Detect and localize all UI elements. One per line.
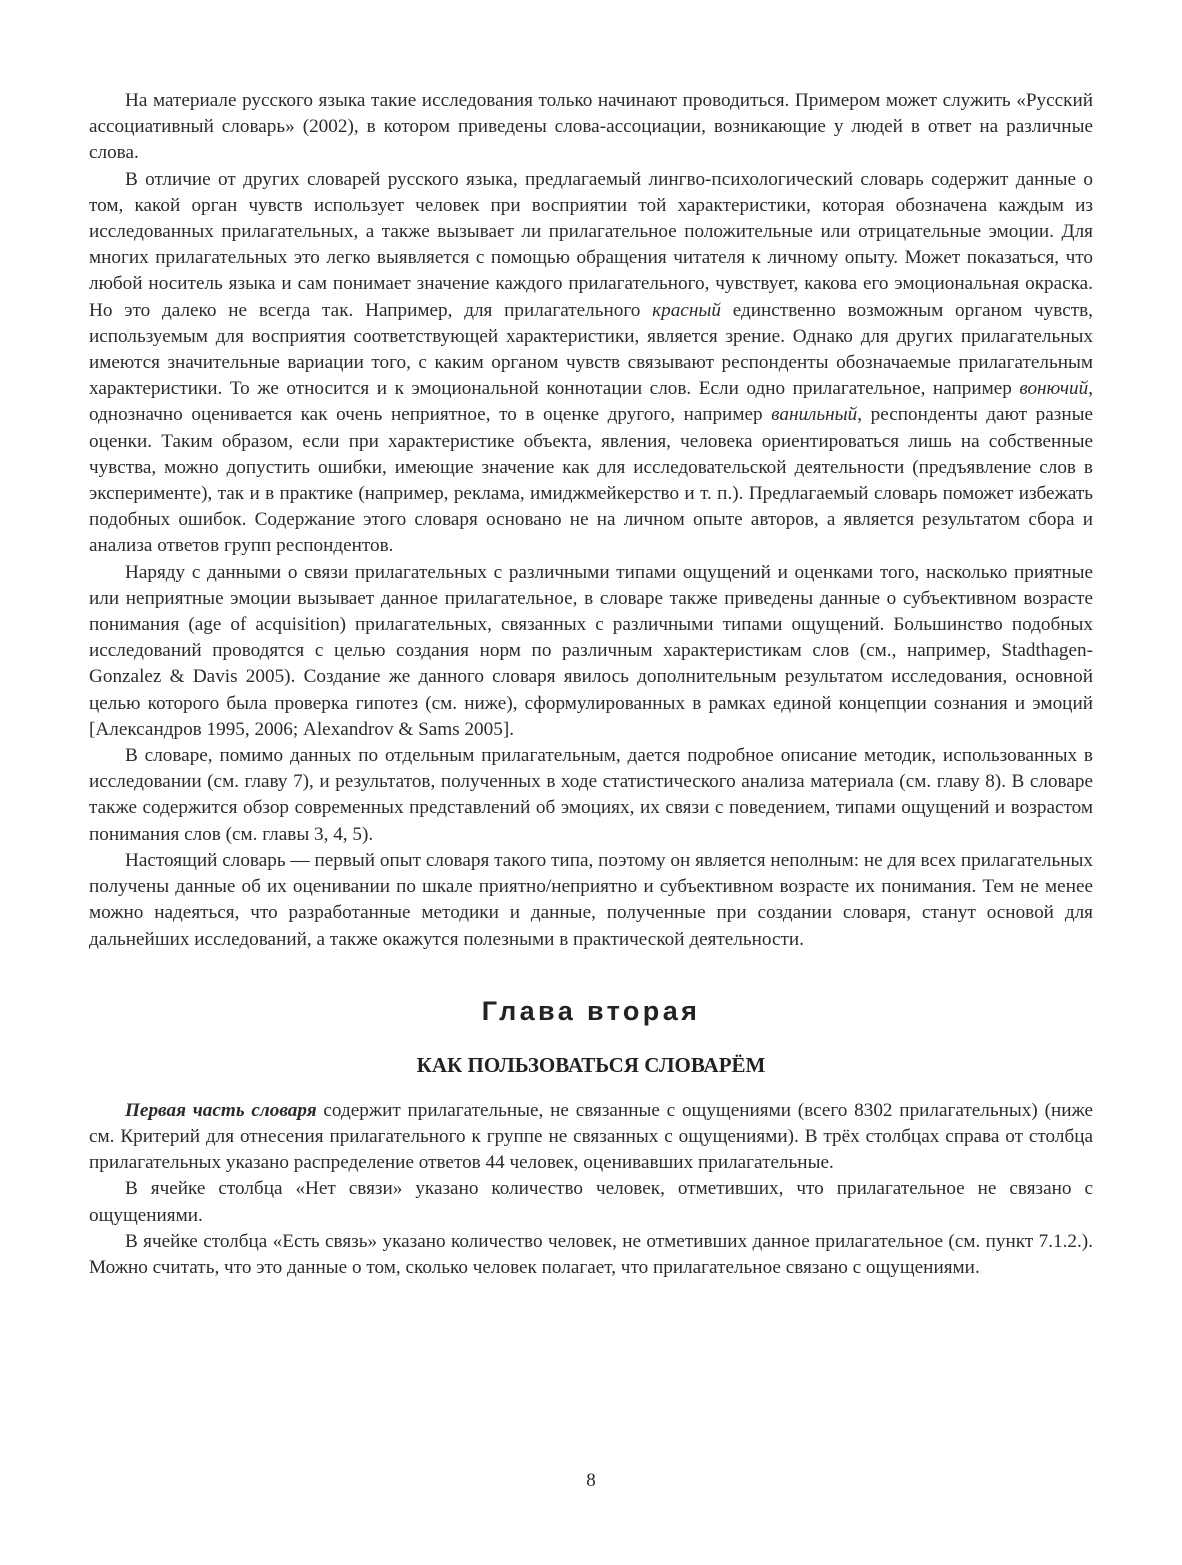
page-number: 8 bbox=[586, 1470, 596, 1491]
text-run: На материале русского языка такие исследования только начинают проводиться. Примером может служить «Русский ассоциативный словарь» (2002), в котором приведены слова-ассоциации, возникающие у людей в ответ на различные слова. bbox=[89, 90, 1093, 164]
bold-italic-term: Первая часть словаря bbox=[125, 1099, 317, 1121]
paragraph bbox=[89, 560, 1093, 743]
text-run: Настоящий словарь — первый опыт словаря такого типа, поэтому он является неполным: не для всех прилагательных получены данные об их оценивании по шкале приятно/неприятно и субъективном возрасте их понимания. Тем не менее можно надеяться, что разработанные методики и данные, полученные при создании словаря, станут основой для дальнейших исследований, а также окажутся полезными в практической деятельности. bbox=[89, 849, 1093, 950]
paragraph bbox=[89, 167, 1093, 560]
chapter-title: Глава вторая bbox=[481, 995, 701, 1026]
paragraph bbox=[89, 848, 1093, 953]
paragraph bbox=[89, 88, 1093, 167]
text-run: единственно возможным органом чувств, используемым для восприятия соответствующей характеристики, является зрение. Однако для других прилагательных имеются значительные вариации того, с каким органом чувств связывают респонденты обозначаемые прилагательным характеристики. То же относится и к эмоциональной коннотации слов. Если одно прилагательное, например bbox=[89, 299, 1093, 400]
paragraph bbox=[89, 1176, 1093, 1228]
chapter-subtitle: КАК ПОЛЬЗОВАТЬСЯ СЛОВАРЁМ bbox=[416, 1052, 766, 1077]
paragraph bbox=[89, 1098, 1093, 1177]
text-run: В ячейке столбца «Нет связи» указано количество человек, отметивших, что прилагательное не связано с ощущениями. bbox=[89, 1178, 1093, 1226]
text-run: содержит прилагательные, не связанные с ощущениями (всего 8302 прилагательных) (ниже см. Критерий для отнесения прилагательного к группе не связанных с ощущениями). В трёх столбцах справа от столбца прилагательных указано распределение ответов 44 человек, оценивавших прилагательные. bbox=[89, 1099, 1094, 1174]
italic-term: вонючий bbox=[1019, 378, 1089, 400]
text-run: , однозначно оценивается как очень неприятное, то в оценке другого, например bbox=[89, 378, 1093, 426]
text-run: В ячейке столбца «Есть связь» указано количество человек, не отметивших данное прилагательное (см. пункт 7.1.2.). Можно считать, что это данные о том, сколько человек полагает, что прилагательное связано с ощущениями. bbox=[89, 1230, 1093, 1278]
document-page bbox=[89, 88, 1093, 1281]
paragraph bbox=[89, 743, 1093, 848]
spacer bbox=[89, 1080, 1093, 1098]
text-run: В отличие от других словарей русского языка, предлагаемый лингво-психологический словарь содержит данные о том, какой орган чувств использует человек при восприятии той характеристики, которая обозначена каждым из исследованных прилагательных, а также вызывает ли прилагательное положительные или отрицательные эмоции. Для многих прилагательных это легко выявляется с помощью обращения читателя к личному опыту. Может показаться, что любой носитель языка и сам понимает значение каждого прилагательного, чувствует, какова его эмоциональная окраска. Но это далеко не всегда так. Например, для прилагательного bbox=[89, 168, 1093, 321]
text-run: В словаре, помимо данных по отдельным прилагательным, дается подробное описание методик, использованных в исследовании (см. главу 7), и результатов, полученных в ходе статистического анализа материала (см. главу 8). В словаре также содержится обзор современных представлений об эмоциях, их связи с поведением, типами ощущений и возрастом понимания слов (см. главы 3, 4, 5). bbox=[89, 745, 1093, 845]
text-run: , респонденты дают разные оценки. Таким образом, если при характеристике объекта, явления, человека ориентироваться лишь на собственные чувства, можно допустить ошибки, имеющие значение как для исследовательской деятельности (предъявление слов в эксперименте), так и в практике (например, реклама, имиджмейкерство и т. п.). Предлагаемый словарь поможет избежать подобных ошибок. Содержание этого словаря основано не на личном опыте авторов, а является результатом сбора и анализа ответов групп респондентов. bbox=[89, 404, 1093, 557]
text-run: Наряду с данными о связи прилагательных с различными типами ощущений и оценками того, насколько приятные или неприятные эмоции вызывает данное прилагательное, в словаре также приведены данные о субъективном возрасте понимания (age of acquisition) прилагательных, связанных с различными типами ощущений. Большинство подобных исследований проводятся с целью создания норм по различным характеристикам слов (см., например, Stadthagen-Gonzalez & Davis 2005). Создание же данного словаря явилось дополнительным результатом исследования, основной целью которого была проверка гипотез (см. ниже), сформулированных в рамках единой концепции сознания и эмоций [Александров 1995, 2006; Alexandrov & Sams 2005]. bbox=[89, 561, 1093, 740]
paragraph bbox=[89, 1229, 1093, 1281]
italic-term: ванильный bbox=[771, 404, 858, 426]
italic-term: красный bbox=[652, 299, 721, 321]
